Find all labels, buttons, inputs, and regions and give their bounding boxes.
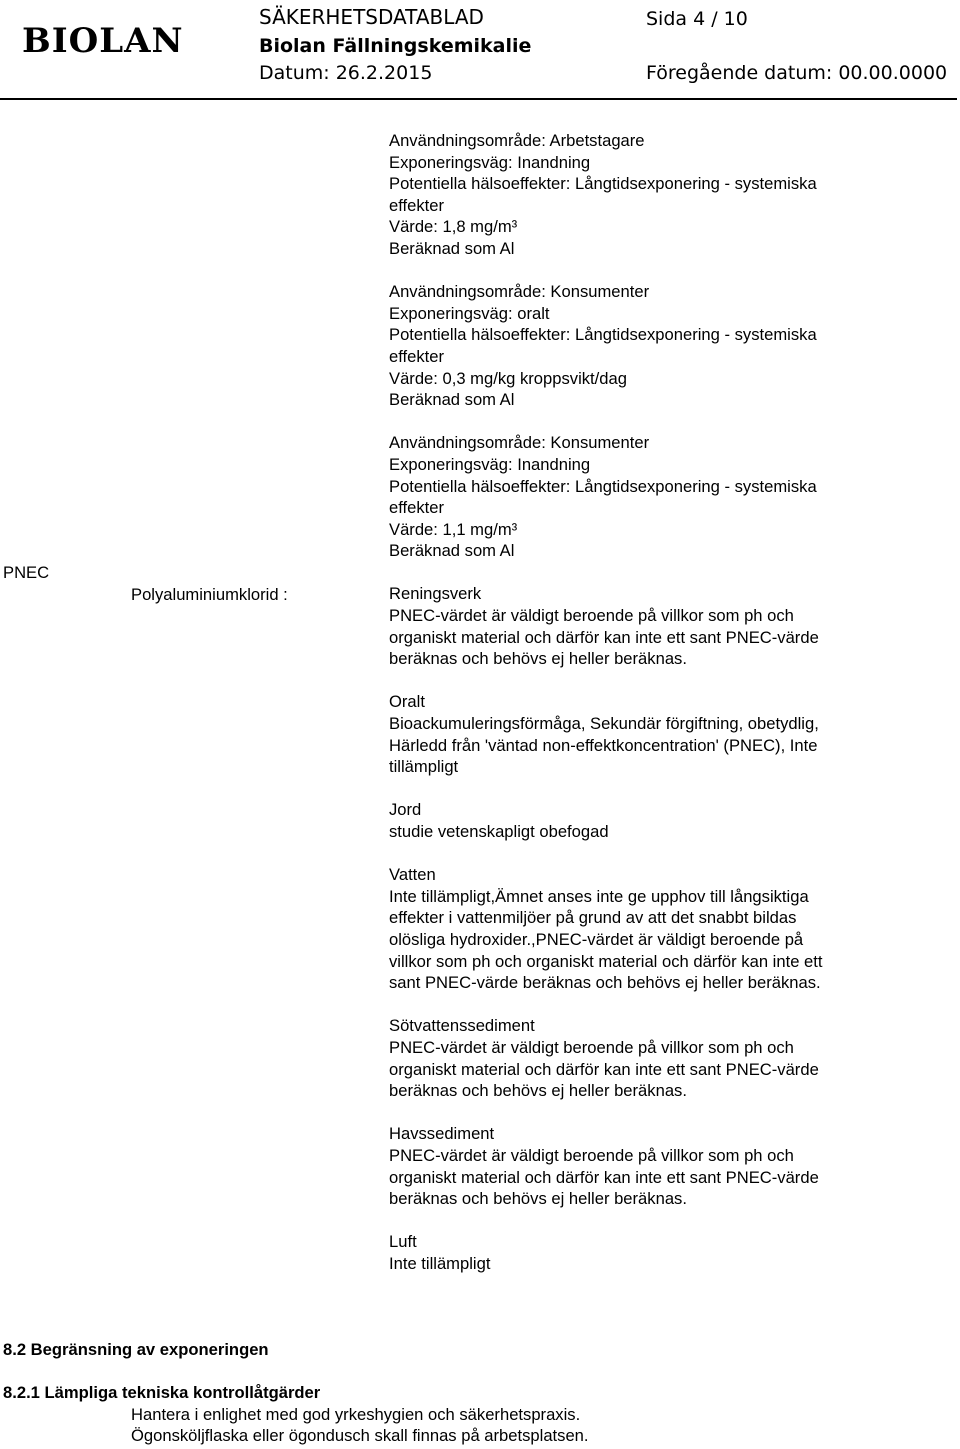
value-line: sant PNEC-värde beräknas och behövs ej heller beräknas. bbox=[389, 973, 821, 993]
value-line: Värde: 1,8 mg/m³ bbox=[389, 217, 518, 237]
value-line: Inte tillämpligt,Ämnet anses inte ge upphov till långsiktiga bbox=[389, 886, 809, 906]
value-block bbox=[389, 130, 909, 260]
product-name: Biolan Fällningskemikalie bbox=[259, 35, 532, 57]
value-line: organiskt material och därför kan inte ett sant PNEC-värde bbox=[389, 1059, 819, 1079]
value-line: Jord bbox=[389, 800, 422, 820]
value-line: effekter bbox=[389, 195, 445, 215]
value-line: organiskt material och därför kan inte ett sant PNEC-värde bbox=[389, 1167, 819, 1187]
value-line: PNEC-värdet är väldigt beroende på villkor som ph och bbox=[389, 1037, 794, 1057]
value-line: beräknas och behövs ej heller beräknas. bbox=[389, 649, 687, 669]
value-line: villkor som ph och organiskt material och därför kan inte ett bbox=[389, 951, 823, 971]
row-label-pnec: PNEC bbox=[3, 563, 50, 582]
value-line: beräknas och behövs ej heller beräknas. bbox=[389, 1189, 687, 1209]
section-heading-8-2-1: 8.2.1 Lämpliga tekniska kontrollåtgärder bbox=[3, 1383, 321, 1402]
value-block bbox=[389, 864, 909, 994]
document-title: SÄKERHETSDATABLAD bbox=[259, 5, 484, 29]
value-line: Luft bbox=[389, 1232, 417, 1252]
page-number: Sida 4 / 10 bbox=[646, 8, 748, 30]
value-line: Bioackumuleringsförmåga, Sekundär förgiftning, obetydlig, bbox=[389, 714, 819, 734]
value-line: Användningsområde: Konsumenter bbox=[389, 282, 650, 302]
value-line: Potentiella hälsoeffekter: Långtidsexponering - systemiska bbox=[389, 325, 817, 345]
value-line: organiskt material och därför kan inte ett sant PNEC-värde bbox=[389, 627, 819, 647]
value-line: Exponeringsväg: oralt bbox=[389, 303, 550, 323]
section-heading-8-2: 8.2 Begränsning av exponeringen bbox=[3, 1340, 269, 1359]
value-block bbox=[389, 432, 909, 562]
value-line: Värde: 1,1 mg/m³ bbox=[389, 519, 518, 539]
value-line: Potentiella hälsoeffekter: Långtidsexponering - systemiska bbox=[389, 174, 817, 194]
biolan-logo: BIOLAN bbox=[22, 21, 184, 61]
value-line: Potentiella hälsoeffekter: Långtidsexponering - systemiska bbox=[389, 476, 817, 496]
value-line: tillämpligt bbox=[389, 757, 459, 777]
value-line: Inte tillämpligt bbox=[389, 1253, 491, 1273]
value-line: Vatten bbox=[389, 865, 436, 885]
value-line: Exponeringsväg: Inandning bbox=[389, 152, 591, 172]
value-block bbox=[389, 281, 909, 411]
value-block bbox=[389, 583, 909, 669]
value-column bbox=[389, 130, 909, 1296]
value-line: studie vetenskapligt obefogad bbox=[389, 822, 609, 841]
value-line: effekter i vattenmiljöer på grund av att det snabbt bildas bbox=[389, 908, 797, 928]
value-line: Oralt bbox=[389, 692, 425, 712]
value-line: Sötvattenssediment bbox=[389, 1016, 535, 1036]
value-block bbox=[389, 799, 909, 842]
value-line: PNEC-värdet är väldigt beroende på villkor som ph och bbox=[389, 1145, 794, 1165]
value-line: Beräknad som Al bbox=[389, 390, 515, 410]
document-date: Datum: 26.2.2015 bbox=[259, 62, 433, 84]
substance-name: Polyaluminiumklorid : bbox=[131, 585, 288, 604]
control-measure-line: Hantera i enlighet med god yrkeshygien och säkerhetspraxis. bbox=[131, 1405, 581, 1424]
control-measure-line: Ögonsköljflaska eller ögondusch skall finnas på arbetsplatsen. bbox=[131, 1426, 589, 1445]
value-line: Beräknad som Al bbox=[389, 238, 515, 258]
value-line: Användningsområde: Konsumenter bbox=[389, 433, 650, 453]
value-line: PNEC-värdet är väldigt beroende på villkor som ph och bbox=[389, 606, 794, 626]
value-block bbox=[389, 1231, 909, 1274]
value-line: Havssediment bbox=[389, 1124, 495, 1144]
value-line: Värde: 0,3 mg/kg kroppsvikt/dag bbox=[389, 368, 627, 388]
value-line: Härledd från 'väntad non-effektkoncentration' (PNEC), Inte bbox=[389, 735, 818, 755]
value-block bbox=[389, 1015, 909, 1101]
previous-date: Föregående datum: 00.00.0000 bbox=[646, 62, 948, 84]
value-line: Reningsverk bbox=[389, 584, 482, 604]
value-line: effekter bbox=[389, 498, 445, 518]
value-line: olösliga hydroxider.,PNEC-värdet är väldigt beroende på bbox=[389, 929, 804, 949]
value-line: Beräknad som Al bbox=[389, 541, 515, 561]
value-block bbox=[389, 691, 909, 777]
value-line: Exponeringsväg: Inandning bbox=[389, 454, 591, 474]
value-line: effekter bbox=[389, 346, 445, 366]
value-line: Användningsområde: Arbetstagare bbox=[389, 131, 645, 150]
header-divider bbox=[0, 98, 957, 100]
value-line: beräknas och behövs ej heller beräknas. bbox=[389, 1081, 687, 1101]
value-block bbox=[389, 1123, 909, 1209]
